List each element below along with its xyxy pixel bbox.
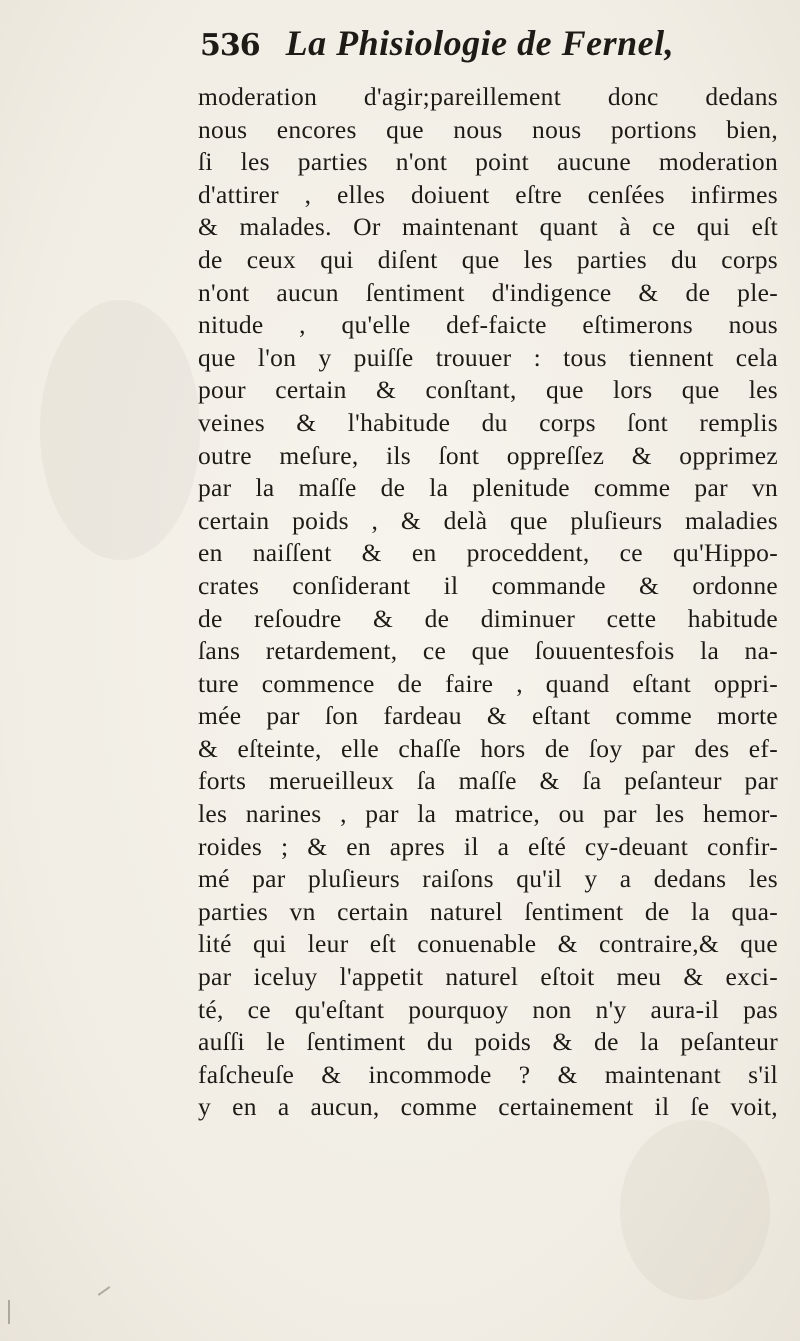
text-line: par iceluy l'appetit naturel eſtoit meu & exci-: [198, 962, 778, 992]
page-header: [200, 22, 674, 74]
text-line: nitude , qu'elle def-faicte eſtimerons nous: [198, 310, 778, 340]
text-line: auſſi le ſentiment du poids & de la peſanteur: [198, 1027, 778, 1057]
paper-stain: [40, 300, 200, 560]
text-line: nous encores que nous nous portions bien,: [198, 114, 778, 144]
text-line: d'attirer , elles doiuent eſtre cenſées infirmes: [198, 179, 778, 209]
paper-stain: [620, 1120, 770, 1300]
text-line: faſcheuſe & incommode ? & maintenant s'il: [198, 1059, 778, 1089]
text-line: n'ont aucun ſentiment d'indigence & de ple-: [198, 277, 778, 307]
text-line: & malades. Or maintenant quant à ce qui eſt: [198, 212, 778, 242]
text-line: ſans retardement, ce que ſouuentesfois la na-: [198, 636, 778, 666]
text-line: veines & l'habitude du corps ſont remplis: [198, 407, 778, 437]
text-line: ſi les parties n'ont point aucune moderation: [198, 147, 778, 177]
text-line: en naiſſent & en proceddent, ce qu'Hippo-: [198, 538, 778, 568]
pen-mark: [8, 1300, 10, 1324]
text-line: les narines , par la matrice, ou par les hemor-: [198, 799, 778, 829]
body-text: [198, 81, 778, 1124]
text-line: roides ; & en apres il a eſté cy-deuant confir-: [198, 831, 778, 861]
text-line: ture commence de faire , quand eſtant oppri-: [198, 668, 778, 698]
text-line: certain poids , & delà que pluſieurs maladies: [198, 505, 778, 535]
text-line: forts merueilleux ſa maſſe & ſa peſanteur par: [198, 766, 778, 796]
text-line: parties vn certain naturel ſentiment de la qua-: [198, 896, 778, 926]
text-line: & eſteinte, elle chaſſe hors de ſoy par des ef-: [198, 733, 778, 763]
text-line: crates conſiderant il commande & ordonne: [198, 570, 778, 600]
text-line: té, ce qu'eſtant pourquoy non n'y aura-il pas: [198, 994, 778, 1024]
text-line: mé par pluſieurs raiſons qu'il y a dedans les: [198, 864, 778, 894]
text-line: lité qui leur eſt conuenable & contraire,& que: [198, 929, 778, 959]
text-line: de reſoudre & de diminuer cette habitude: [198, 603, 778, 633]
text-line: moderation d'agir;pareillement donc dedans: [198, 82, 778, 111]
text-line: que l'on y puiſſe trouuer : tous tiennent cela: [198, 342, 778, 372]
page-number: 536: [200, 28, 260, 63]
running-title: La Phisiologie de Fernel,: [285, 23, 675, 63]
text-line: outre meſure, ils ſont oppreſſez & opprimez: [198, 440, 778, 470]
text-line: pour certain & conſtant, que lors que les: [198, 375, 778, 405]
text-line: mée par ſon fardeau & eſtant comme morte: [198, 701, 778, 731]
text-line: de ceux qui diſent que les parties du corps: [198, 244, 778, 274]
pen-mark: [98, 1286, 111, 1296]
text-line: y en a aucun, comme certainement il ſe voit,: [198, 1092, 778, 1122]
text-line: par la maſſe de la plenitude comme par vn: [198, 473, 778, 503]
